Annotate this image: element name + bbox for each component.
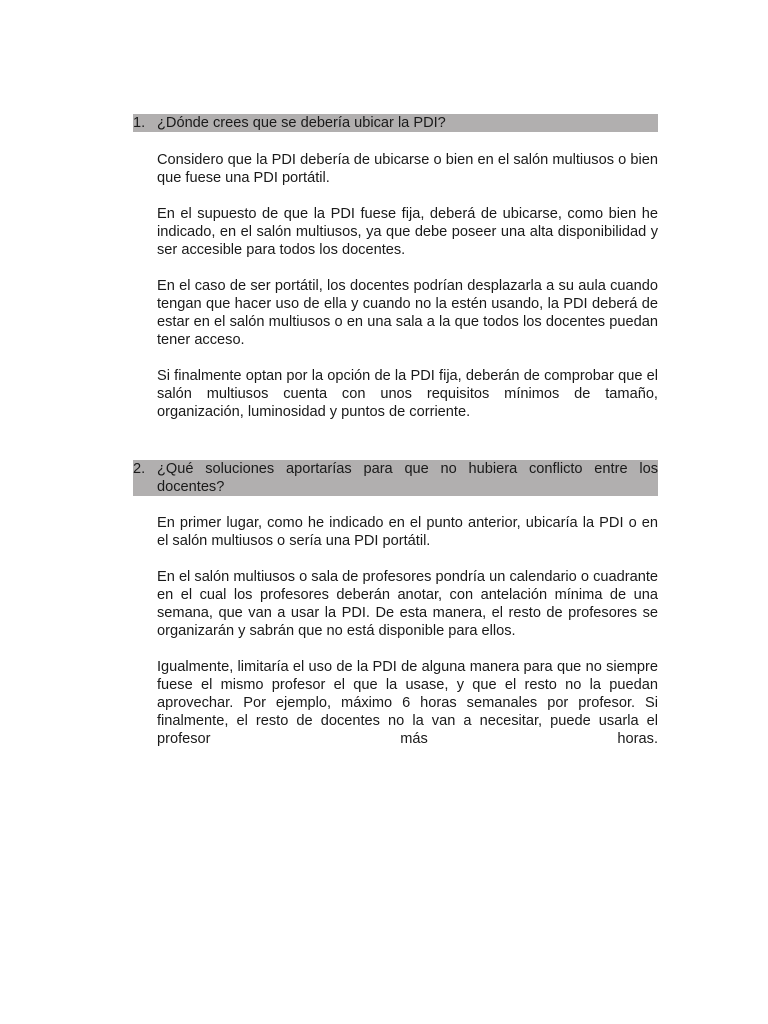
question-2-number: 2. <box>133 461 146 477</box>
answer-1-paragraph-2: En el supuesto de que la PDI fuese fija, deberá de ubicarse, como bien he indicado, en el salón multiusos, ya que debe poseer una alta disponibilidad y ser accesible para todos los docentes. <box>157 206 658 258</box>
question-2-heading <box>133 460 658 496</box>
question-1-number: 1. <box>133 115 146 131</box>
answer-1-paragraph-4: Si finalmente optan por la opción de la PDI fija, deberán de comprobar que el salón multiusos cuenta con unos requisitos mínimos de tamaño, organización, luminosidad y puntos de corriente. <box>157 368 658 420</box>
answer-2-paragraph-2: En el salón multiusos o sala de profesores pondría un calendario o cuadrante en el cual los profesores deberán anotar, con antelación mínima de una semana, que van a usar la PDI. De esta manera, el resto de profesores se organizarán y sabrán que no está disponible para ellos. <box>157 569 658 639</box>
answer-1-paragraph-3: En el caso de ser portátil, los docentes podrían desplazarla a su aula cuando tengan que hacer uso de ella y cuando no la estén usando, la PDI deberá de estar en el salón multiusos o en una sala a la que todos los docentes puedan tener acceso. <box>157 278 658 348</box>
answer-1-paragraph-1: Considero que la PDI debería de ubicarse o bien en el salón multiusos o bien que fuese una PDI portátil. <box>157 152 658 186</box>
question-1-text: ¿Dónde crees que se debería ubicar la PDI? <box>157 115 446 131</box>
question-1-heading <box>133 114 658 132</box>
question-2-text: ¿Qué soluciones aportarías para que no hubiera conflicto entre los docentes? <box>157 461 658 495</box>
answer-2-paragraph-1: En primer lugar, como he indicado en el punto anterior, ubicaría la PDI o en el salón multiusos o sería una PDI portátil. <box>157 515 658 549</box>
answer-2-paragraph-3: Igualmente, limitaría el uso de la PDI de alguna manera para que no siempre fuese el mismo profesor el que la usase, y que el resto no la puedan aprovechar. Por ejemplo, máximo 6 horas semanales por profesor. Si finalmente, el resto de docentes no la van a necesitar, puede usarla el profesor más horas. <box>157 659 658 747</box>
